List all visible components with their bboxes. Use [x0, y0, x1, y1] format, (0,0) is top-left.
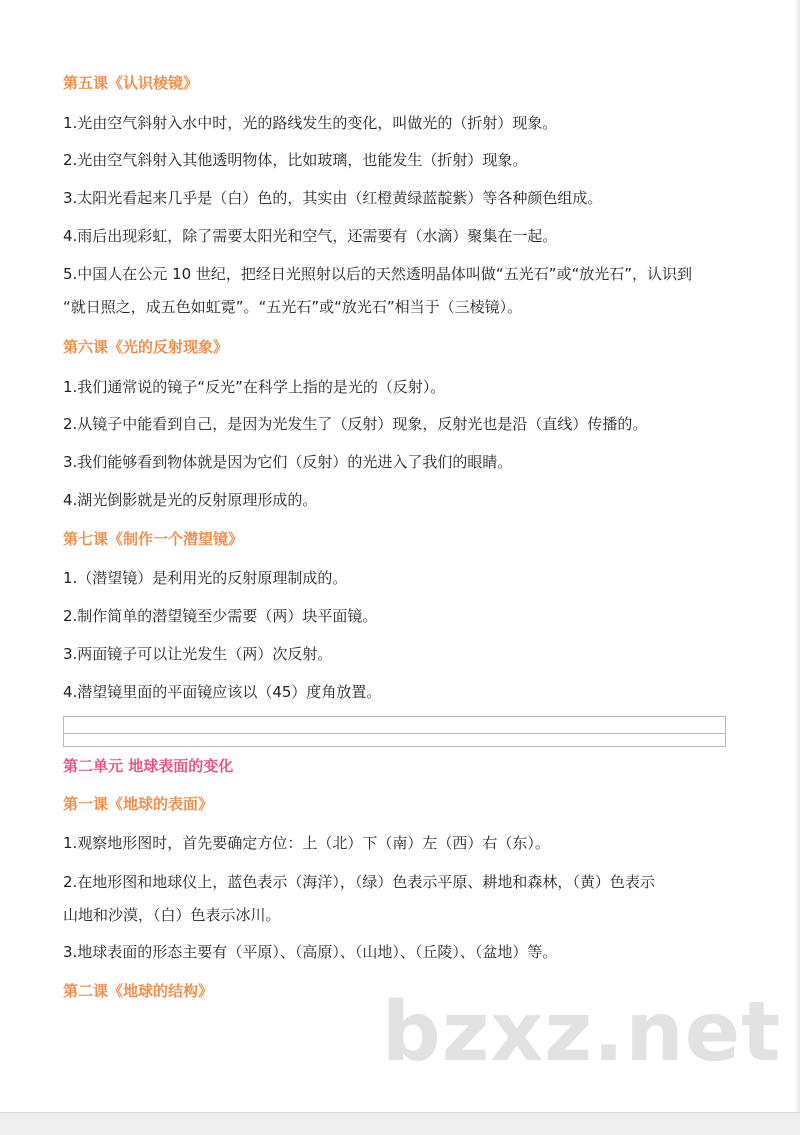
unit2-lesson1-item-2-line1: 2.在地形图和地球仪上，蓝色表示（海洋），（绿）色表示平原、耕地和森林，（黄）色表示 — [63, 873, 655, 891]
lesson6-item-3: 3.我们能够看到物体就是因为它们（反射）的光进入了我们的眼睛。 — [63, 453, 513, 471]
table-row-divider — [64, 733, 725, 734]
lesson5-heading: 第五课《认识棱镜》 — [63, 74, 199, 92]
page-edge-shadow — [794, 0, 800, 1112]
lesson6-item-4: 4.湖光倒影就是光的反射原理形成的。 — [63, 491, 318, 509]
lesson7-item-1: 1.（潜望镜）是利用光的反射原理制成的。 — [63, 569, 348, 587]
lesson6-heading: 第六课《光的反射现象》 — [63, 338, 229, 356]
empty-table — [63, 716, 726, 747]
lesson7-item-4: 4.潜望镜里面的平面镜应该以（45）度角放置。 — [63, 683, 382, 701]
unit2-lesson1-item-1: 1.观察地形图时，首先要确定方位：上（北）下（南）左（西）右（东）。 — [63, 834, 550, 852]
lesson5-item-5-line2: “就日照之，成五色如虹霓”。“五光石”或“放光石”相当于（三棱镜）。 — [63, 298, 523, 316]
lesson5-item-3: 3.太阳光看起来几乎是（白）色的，其实由（红橙黄绿蓝靛紫）等各种颜色组成。 — [63, 189, 603, 207]
lesson5-item-5-line1: 5.中国人在公元 10 世纪，把经日光照射以后的天然透明晶体叫做“五光石”或“放光石”，认识到 — [63, 265, 693, 283]
lesson6-item-2: 2.从镜子中能看到自己，是因为光发生了（反射）现象，反射光也是沿（直线）传播的。 — [63, 415, 648, 433]
lesson5-item-2: 2.光由空气斜射入其他透明物体，比如玻璃，也能发生（折射）现象。 — [63, 151, 528, 169]
lesson5-item-1: 1.光由空气斜射入水中时，光的路线发生的变化，叫做光的（折射）现象。 — [63, 114, 558, 132]
unit2-heading: 第二单元 地球表面的变化 — [63, 757, 234, 775]
page-bottom-margin — [0, 1112, 800, 1135]
lesson6-item-1: 1.我们通常说的镜子“反光”在科学上指的是光的（反射）。 — [63, 378, 446, 396]
lesson5-item-4: 4.雨后出现彩虹，除了需要太阳光和空气，还需要有（水滴）聚集在一起。 — [63, 227, 558, 245]
unit2-lesson1-item-3: 3.地球表面的形态主要有（平原）、（高原）、（山地）、（丘陵）、（盆地）等。 — [63, 943, 558, 961]
unit2-lesson1-item-2-line2: 山地和沙漠，（白）色表示冰川。 — [63, 906, 281, 924]
lesson7-heading: 第七课《制作一个潜望镜》 — [63, 530, 244, 548]
lesson7-item-3: 3.两面镜子可以让光发生（两）次反射。 — [63, 645, 333, 663]
watermark-text: bzxz.net — [382, 985, 782, 1080]
unit2-lesson2-heading: 第二课《地球的结构》 — [63, 982, 214, 1000]
lesson7-item-2: 2.制作简单的潜望镜至少需要（两）块平面镜。 — [63, 607, 378, 625]
unit2-lesson1-heading: 第一课《地球的表面》 — [63, 795, 214, 813]
